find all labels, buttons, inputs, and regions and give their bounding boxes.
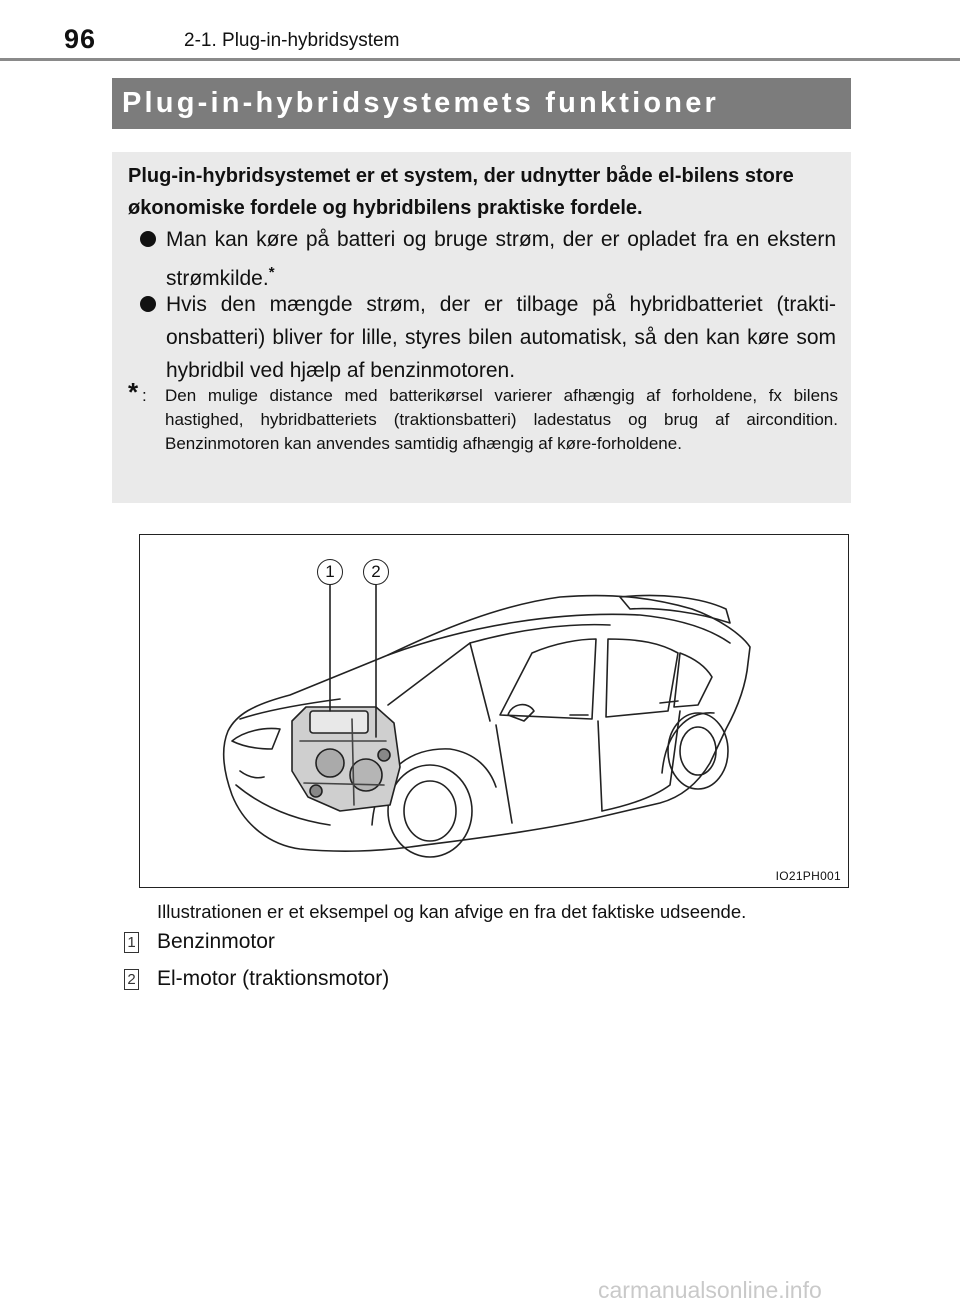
section-title: Plug-in-hybridsystemets funktioner <box>122 87 720 119</box>
side-mirror <box>508 705 534 721</box>
legend-number-box: 2 <box>124 969 139 990</box>
engine-block <box>292 707 400 811</box>
callout-1: 1 <box>317 559 343 585</box>
headlight <box>232 729 280 750</box>
legend-label: Benzinmotor <box>157 930 275 953</box>
front-wheel <box>388 765 472 857</box>
footnote <box>128 377 838 456</box>
rear-side-window <box>606 639 678 717</box>
bullet-item <box>140 288 836 387</box>
callout-2: 2 <box>363 559 389 585</box>
section-title-bar <box>112 78 851 129</box>
rear-door-handle <box>660 701 678 703</box>
watermark: carmanualsonline.info <box>598 1277 822 1303</box>
running-header: 2-1. Plug-in-hybridsystem <box>184 30 400 51</box>
rear-wheel-hub <box>680 727 716 775</box>
rear-spoiler <box>620 596 730 624</box>
footnote-mark: * <box>128 377 139 407</box>
fog-light <box>240 771 264 778</box>
figure-caption: Illustrationen er et eksempel og kan afvige en fra det faktiske udseende. <box>157 901 747 922</box>
intro-paragraph: Plug-in-hybridsystemet er et system, der udnytter både el-bilens store økonomiske fordele og hybridbilens praktiske fordele. <box>128 165 794 219</box>
footnote-text: Den mulige distance med batterikørsel varierer afhængig af forholdene, fx bilens hastighed, hybridbatteriets (traktionsbatteri) ladestatus og brug af aircondition. Benzinmotoren kan anvendes samtidig afhængig af køre-forholdene. <box>165 386 838 453</box>
quarter-window <box>674 653 712 707</box>
windshield-edge <box>388 625 610 705</box>
front-door <box>496 721 602 823</box>
header-rule <box>0 58 960 61</box>
a-pillar <box>470 643 490 721</box>
bullet-dot-icon <box>140 231 156 247</box>
front-wheel-hub <box>404 781 456 841</box>
footnote-marker: * <box>268 264 275 281</box>
legend-number-box: 1 <box>124 932 139 953</box>
bullet-item <box>140 223 836 295</box>
legend-label: El-motor (traktionsmotor) <box>157 967 390 990</box>
figure-code: IO21PH001 <box>775 869 841 883</box>
bullet-text: Hvis den mængde strøm, der er tilbage på hybridbatteriet (trakti-onsbatteri) bliver for lille, styres bilen automatisk, så den kan køre som hybridbil ved hjælp af benzinmotoren. <box>166 293 836 382</box>
figure-frame <box>139 534 849 888</box>
bullet-dot-icon <box>140 296 156 312</box>
page-number: 96 <box>64 24 97 54</box>
rear-wheel <box>668 713 728 789</box>
roof-line <box>388 614 730 655</box>
car-illustration <box>140 535 849 888</box>
footnote-colon: : <box>142 386 147 405</box>
bullet-text: Man kan køre på batteri og bruge strøm, der er opladet fra en ekstern strømkilde. <box>166 228 836 290</box>
info-box <box>112 152 851 503</box>
